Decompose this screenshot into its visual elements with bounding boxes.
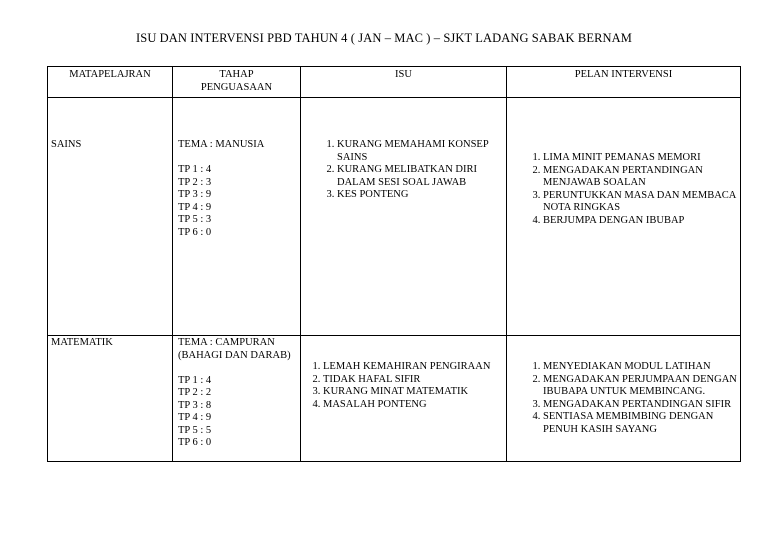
tp-item: TP 3 : 8	[178, 399, 212, 411]
level-cell	[173, 98, 301, 336]
tp-item: TP 5 : 3	[178, 214, 212, 225]
list-item: 1. MENYEDIAKAN MODUL LATIHAN	[543, 361, 740, 374]
header-level-line2: PENGUASAAN	[200, 82, 273, 93]
subject-cell: SAINS	[48, 98, 173, 336]
subject-cell: MATEMATIK	[48, 336, 173, 462]
table-row	[48, 98, 741, 336]
header-issue: ISU	[301, 67, 507, 98]
header-subject: MATAPELAJRAN	[48, 67, 173, 98]
list-item: 3. KURANG MINAT MATEMATIK	[323, 386, 506, 399]
issue-cell	[301, 336, 507, 462]
list-item: 1. LIMA MINIT PEMANAS MEMORI	[543, 152, 740, 165]
list-item: 4. SENTIASA MEMBIMBING DENGAN PENUH KASIH SAYANG	[543, 411, 740, 436]
tp-item: TP 4 : 9	[178, 412, 212, 423]
header-level	[173, 67, 301, 98]
intervention-table	[47, 66, 741, 462]
issue-list	[301, 361, 506, 411]
issue-cell	[301, 98, 507, 336]
list-item: 2. MENGADAKAN PERJUMPAAN DENGAN IBUBAPA UNTUK MEMBINCANG.	[543, 374, 740, 399]
spacer	[178, 362, 297, 375]
list-item: 3. KES PONTENG	[337, 189, 506, 202]
tp-item: TP 1 : 4	[178, 374, 212, 386]
page-title: ISU DAN INTERVENSI PBD TAHUN 4 ( JAN – MAC ) – SJKT LADANG SABAK BERNAM	[136, 31, 632, 45]
plan-cell	[507, 336, 741, 462]
header-plan: PELAN INTERVENSI	[507, 67, 741, 98]
table-header-row	[48, 67, 741, 98]
list-item: 4. MASALAH PONTENG	[323, 399, 506, 412]
tp-item: TP 2 : 3	[178, 176, 212, 188]
list-item: 4. BERJUMPA DENGAN IBUBAP	[543, 215, 740, 228]
plan-list	[507, 152, 740, 227]
list-item: 3. MENGADAKAN PERTANDINGAN SIFIR	[543, 399, 740, 412]
tp-item: TP 3 : 9	[178, 189, 212, 200]
table-row	[48, 336, 741, 462]
list-item: 1. LEMAH KEMAHIRAN PENGIRAAN	[323, 361, 506, 374]
theme: TEMA : MANUSIA	[178, 139, 265, 150]
plan-list	[507, 361, 740, 436]
spacer	[178, 152, 297, 165]
header-level-line1: TAHAP	[219, 69, 254, 80]
theme-detail: (BAHAGI DAN DARAB)	[178, 349, 291, 361]
level-cell	[173, 336, 301, 462]
issue-list	[301, 139, 506, 202]
list-item: 2. KURANG MELIBATKAN DIRI DALAM SESI SOAL JAWAB	[337, 164, 506, 189]
plan-cell	[507, 98, 741, 336]
list-item: 2. TIDAK HAFAL SIFIR	[323, 374, 506, 387]
tp-item: TP 6 : 0	[178, 437, 212, 448]
list-item: 1. KURANG MEMAHAMI KONSEP SAINS	[337, 139, 506, 164]
theme: TEMA : CAMPURAN	[178, 337, 275, 348]
tp-item: TP 6 : 0	[178, 226, 212, 238]
list-item: 2. MENGADAKAN PERTANDINGAN MENJAWAB SOALAN	[543, 165, 740, 190]
tp-item: TP 4 : 9	[178, 201, 212, 213]
tp-item: TP 1 : 4	[178, 164, 212, 175]
list-item: 3. PERUNTUKKAN MASA DAN MEMBACA NOTA RINGKAS	[543, 190, 740, 215]
tp-item: TP 2 : 2	[178, 387, 212, 398]
tp-item: TP 5 : 5	[178, 424, 212, 436]
